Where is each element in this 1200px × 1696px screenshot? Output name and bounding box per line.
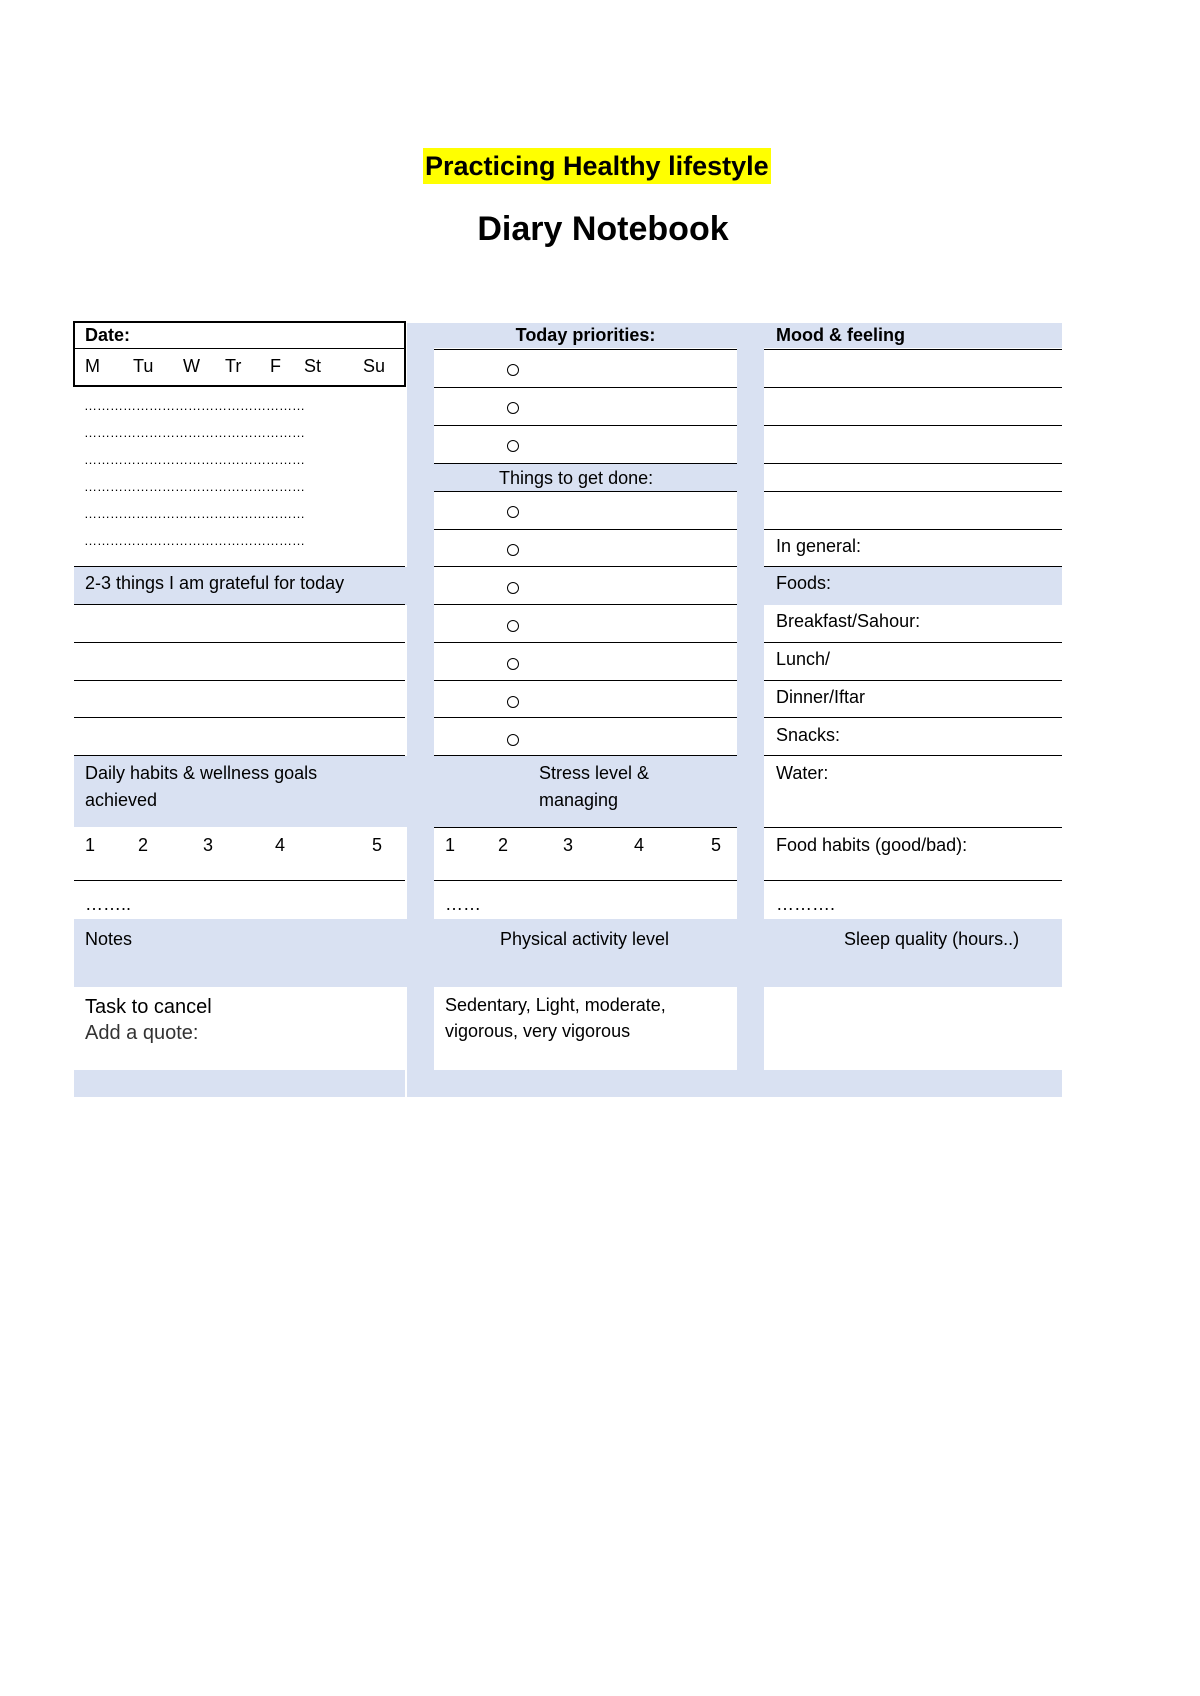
stress-scale-5[interactable]: 5 — [711, 835, 722, 855]
activity-options-line2: vigorous, very vigorous — [445, 1021, 631, 1041]
right-line — [764, 529, 1062, 530]
grateful-line — [74, 680, 405, 681]
quote-label: Add a quote: — [85, 1022, 199, 1044]
mid-line — [434, 604, 737, 605]
mid-line — [434, 827, 737, 828]
date-box-left — [73, 321, 75, 387]
lunch-label: Lunch/ — [776, 649, 831, 669]
gap-row-1 — [407, 827, 434, 919]
page-title: Diary Notebook — [477, 210, 729, 248]
stress-scale-3[interactable]: 3 — [563, 835, 574, 855]
habits-label-line1: Daily habits & wellness goals — [85, 763, 318, 783]
day-saturday[interactable]: St — [304, 356, 322, 376]
gap-row-2 — [737, 827, 764, 919]
right-line — [764, 349, 1062, 350]
grateful-line — [74, 755, 405, 756]
things-label: Things to get done: — [499, 468, 654, 488]
habits-scale-2[interactable]: 2 — [138, 835, 149, 855]
todo-circle-icon[interactable] — [507, 658, 519, 670]
dinner-label: Dinner/Iftar — [776, 687, 866, 707]
water-label: Water: — [776, 763, 829, 783]
habits-line — [74, 880, 405, 881]
day-thursday[interactable]: Tr — [225, 356, 242, 376]
day-wednesday[interactable]: W — [183, 356, 200, 376]
mid-line — [434, 642, 737, 643]
day-sunday[interactable]: Su — [363, 356, 386, 376]
stress-scale-2[interactable]: 2 — [498, 835, 509, 855]
grateful-label: 2-3 things I am grateful for today — [85, 573, 345, 593]
habits-dots: …….. — [85, 894, 132, 914]
todo-circle-icon[interactable] — [507, 734, 519, 746]
priority-circle-icon[interactable] — [507, 440, 519, 452]
highlight-title: Practicing Healthy lifestyle — [423, 148, 771, 184]
mid-line — [434, 680, 737, 681]
todo-circle-icon[interactable] — [507, 696, 519, 708]
mid-line — [434, 755, 737, 756]
food-habits-label: Food habits (good/bad): — [776, 835, 968, 855]
right-line — [764, 680, 1062, 681]
mid-line — [434, 463, 737, 464]
stress-scale-4[interactable]: 4 — [634, 835, 645, 855]
date-label: Date: — [85, 325, 131, 345]
right-line — [764, 387, 1062, 388]
priority-circle-icon[interactable] — [507, 402, 519, 414]
mid-line — [434, 491, 737, 492]
dotted-line: …………………………………………… — [84, 452, 305, 467]
date-box-bottom — [73, 385, 406, 387]
habits-scale-1[interactable]: 1 — [85, 835, 96, 855]
dotted-line: …………………………………………… — [84, 425, 305, 440]
right-line — [764, 491, 1062, 492]
activity-options-line1: Sedentary, Light, moderate, — [445, 995, 666, 1015]
grateful-top-line — [74, 566, 405, 567]
dotted-line: …………………………………………… — [84, 506, 305, 521]
right-line — [764, 717, 1062, 718]
snacks-label: Snacks: — [776, 725, 841, 745]
sleep-label: Sleep quality (hours..) — [844, 929, 1020, 949]
right-line — [764, 827, 1062, 828]
right-line — [764, 566, 1062, 567]
habits-scale-4[interactable]: 4 — [275, 835, 286, 855]
grateful-line — [74, 642, 405, 643]
gap-row-4 — [737, 987, 764, 1070]
habits-scale-3[interactable]: 3 — [203, 835, 214, 855]
footer-band-left — [74, 1070, 405, 1097]
task-label: Task to cancel — [85, 996, 212, 1018]
priority-circle-icon[interactable] — [507, 364, 519, 376]
mid-line — [434, 880, 737, 881]
todo-circle-icon[interactable] — [507, 506, 519, 518]
foods-label: Foods: — [776, 573, 832, 593]
todo-circle-icon[interactable] — [507, 544, 519, 556]
mid-line — [434, 425, 737, 426]
activity-label: Physical activity level — [500, 929, 670, 949]
grateful-line — [74, 604, 405, 605]
priorities-label: Today priorities: — [515, 325, 656, 345]
mid-line — [434, 529, 737, 530]
right-line — [764, 642, 1062, 643]
stress-scale-1[interactable]: 1 — [445, 835, 456, 855]
habits-scale-5[interactable]: 5 — [372, 835, 383, 855]
day-tuesday[interactable]: Tu — [133, 356, 154, 376]
stress-label-line2: managing — [539, 790, 619, 810]
right-line — [764, 880, 1062, 881]
date-box-top — [73, 321, 406, 323]
grateful-line — [74, 717, 405, 718]
breakfast-label: Breakfast/Sahour: — [776, 611, 921, 631]
todo-circle-icon[interactable] — [507, 582, 519, 594]
gap-row-3 — [407, 987, 434, 1070]
day-friday[interactable]: F — [270, 356, 281, 376]
right-line — [764, 425, 1062, 426]
notes-label: Notes — [85, 929, 133, 949]
right-line — [764, 755, 1062, 756]
mid-line — [434, 717, 737, 718]
dotted-line: …………………………………………… — [84, 479, 305, 494]
right-line — [764, 463, 1062, 464]
general-label: In general: — [776, 536, 862, 556]
food-habits-dots: ………. — [776, 894, 836, 914]
mid-line — [434, 387, 737, 388]
day-monday[interactable]: M — [85, 356, 100, 376]
mood-label: Mood & feeling — [776, 325, 905, 345]
mid-line — [434, 349, 737, 350]
mid-line — [434, 566, 737, 567]
todo-circle-icon[interactable] — [507, 620, 519, 632]
footer-band-right — [407, 1070, 1062, 1097]
date-box-right — [404, 321, 406, 387]
habits-label-line2: achieved — [85, 790, 158, 810]
stress-dots: …… — [445, 894, 481, 914]
stress-label-line1: Stress level & — [539, 763, 650, 783]
dotted-line: …………………………………………… — [84, 533, 305, 548]
date-box-divider — [73, 348, 406, 349]
dotted-line: …………………………………………… — [84, 398, 305, 413]
